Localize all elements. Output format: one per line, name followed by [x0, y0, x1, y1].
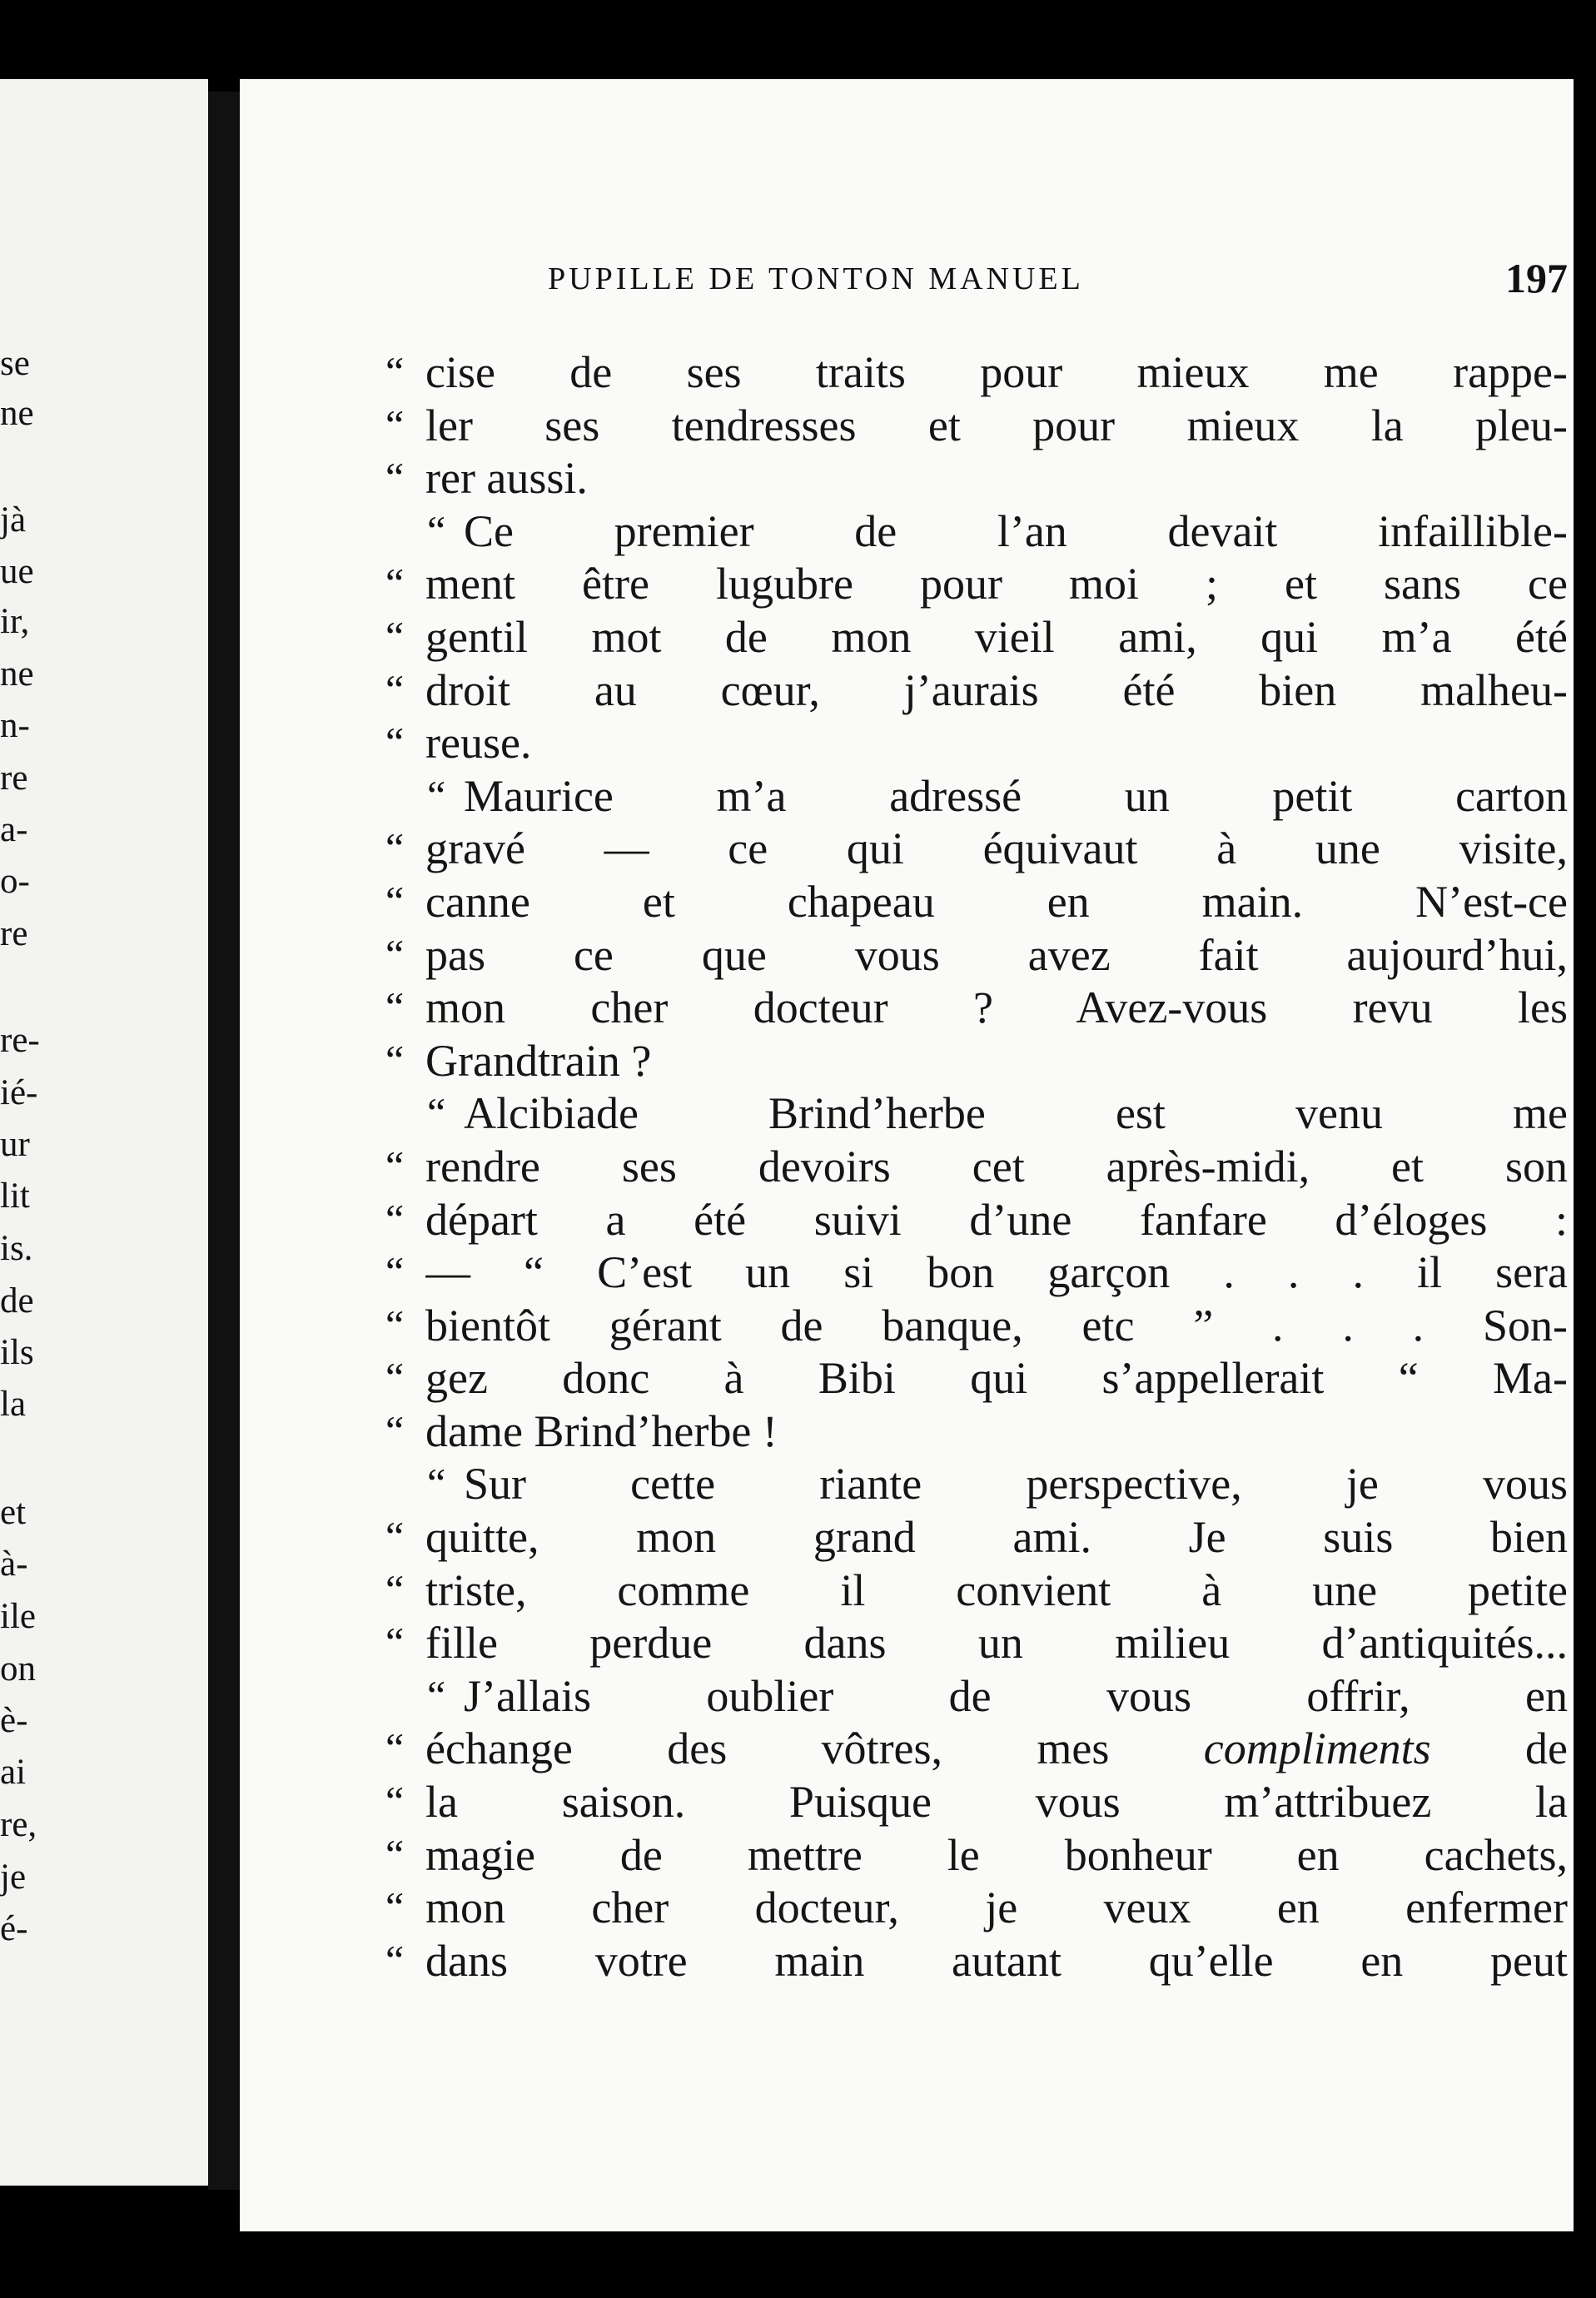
quote-mark: “	[385, 1036, 405, 1083]
left-fragment: lit	[0, 1176, 30, 1216]
left-fragment: n-	[0, 706, 30, 745]
left-fragment: ai	[0, 1753, 27, 1792]
quote-mark: “	[385, 454, 405, 501]
line-text-end: de	[1430, 1724, 1568, 1774]
line-text: quitte, mon grand ami. Je suis bien	[425, 1512, 1568, 1563]
text-line	[385, 1247, 1568, 1301]
left-fragment: re	[0, 759, 28, 798]
line-text: rer aussi.	[425, 453, 588, 504]
left-fragment: è-	[0, 1701, 28, 1740]
line-text: — “ C’est un si bon garçon . . . il sera	[425, 1247, 1568, 1298]
quote-mark: “	[385, 877, 405, 924]
quote-mark: “	[385, 1195, 405, 1242]
text-line	[385, 1301, 1568, 1354]
quote-mark: “	[385, 1778, 405, 1825]
line-text: droit au cœur, j’aurais été bien malheu-	[425, 664, 1568, 715]
quote-mark: “	[385, 1142, 405, 1189]
quote-mark: “	[385, 1724, 405, 1772]
left-fragment: je	[0, 1858, 27, 1897]
left-fragment: is.	[0, 1229, 33, 1268]
line-text: gravé — ce qui équivaut à une visite,	[425, 823, 1568, 874]
line-text: mon cher docteur, je veux en enfermer	[425, 1883, 1568, 1933]
text-line	[385, 400, 1568, 454]
book-page	[240, 79, 1574, 2231]
left-fragment: o-	[0, 862, 30, 901]
running-title: PUPILLE DE TONTON MANUEL	[548, 261, 1084, 296]
left-fragment: jà	[0, 500, 27, 540]
quote-mark: “	[385, 1354, 405, 1401]
left-fragment: ne	[0, 394, 34, 433]
line-text: triste, comme il convient à une petite	[425, 1564, 1568, 1615]
text-line	[385, 1883, 1568, 1936]
line-text: mon cher docteur ? Avez-vous revu les	[425, 982, 1568, 1033]
text-line	[385, 1142, 1568, 1195]
page-number: 197	[1505, 255, 1568, 301]
quote-mark: “	[385, 1565, 405, 1613]
line-text: gez donc à Bibi qui s’appellerait “ Ma-	[425, 1353, 1568, 1404]
text-line	[385, 559, 1568, 612]
line-text-start: échange des vôtres, mes	[425, 1724, 1204, 1774]
quote-mark: “	[427, 771, 446, 818]
body-text	[385, 347, 1568, 1988]
text-line	[385, 1036, 1568, 1089]
left-fragment: re-	[0, 1021, 40, 1060]
line-text: départ a été suivi d’une fanfare d’éloges :	[425, 1194, 1568, 1245]
italic-word: compliments	[1203, 1724, 1431, 1774]
text-line	[385, 823, 1568, 877]
text-line	[385, 1724, 1568, 1777]
text-line	[385, 982, 1568, 1036]
line-text: bientôt gérant de banque, etc ” . . . Son-	[425, 1300, 1568, 1350]
quote-mark: “	[385, 665, 405, 713]
left-fragment: é-	[0, 1909, 28, 1948]
text-line	[385, 1195, 1568, 1248]
left-fragment: ue	[0, 552, 34, 591]
line-text: ment être lugubre pour moi ; et sans ce	[425, 559, 1568, 609]
text-line	[385, 1936, 1568, 1989]
quote-mark: “	[385, 1883, 405, 1931]
line-text: reuse.	[425, 718, 532, 768]
quote-mark: “	[385, 560, 405, 607]
left-fragment: ir,	[0, 602, 30, 641]
left-fragment: la	[0, 1385, 27, 1424]
quote-mark: “	[385, 1248, 405, 1296]
quote-mark: “	[385, 1513, 405, 1560]
left-fragment: re	[0, 914, 28, 953]
line-text: fille perdue dans un milieu d’antiquités...	[425, 1618, 1568, 1669]
line-text: la saison. Puisque vous m’attribuez la	[425, 1777, 1568, 1828]
text-line	[385, 1671, 1568, 1724]
text-line	[385, 506, 1568, 560]
quote-mark: “	[427, 1460, 446, 1507]
text-line	[385, 1565, 1568, 1619]
text-line	[385, 1088, 1568, 1142]
quote-mark: “	[385, 1301, 405, 1348]
left-fragment: ié-	[0, 1073, 38, 1112]
quote-mark: “	[385, 719, 405, 766]
line-text: Alcibiade Brind’herbe est venu me	[464, 1088, 1568, 1139]
line-text: ler ses tendresses et pour mieux la pleu-	[425, 400, 1568, 450]
line-text: rendre ses devoirs cet après-midi, et son	[425, 1141, 1568, 1191]
text-line	[385, 347, 1568, 400]
line-text: Sur cette riante perspective, je vous	[464, 1459, 1568, 1510]
quote-mark: “	[385, 612, 405, 659]
text-line	[385, 1459, 1568, 1512]
line-text	[425, 1724, 1568, 1773]
left-fragment: de	[0, 1281, 34, 1321]
left-fragment: à-	[0, 1544, 28, 1584]
quote-mark: “	[385, 348, 405, 395]
quote-mark: “	[427, 1089, 446, 1137]
line-text: cise de ses traits pour mieux me rappe-	[425, 347, 1568, 397]
text-line	[385, 1618, 1568, 1671]
text-line	[385, 453, 1568, 506]
text-line	[385, 612, 1568, 665]
text-line	[385, 718, 1568, 771]
line-text: Grandtrain ?	[425, 1035, 652, 1086]
line-text: dame Brind’herbe !	[425, 1405, 778, 1456]
text-line	[385, 1512, 1568, 1565]
quote-mark: “	[385, 1406, 405, 1454]
line-text: dans votre main autant qu’elle en peut	[425, 1935, 1568, 1986]
quote-mark: “	[385, 1619, 405, 1666]
text-line	[385, 1353, 1568, 1406]
left-fragment: ne	[0, 654, 34, 694]
quote-mark: “	[385, 400, 405, 448]
text-line	[385, 1777, 1568, 1830]
line-text: Ce premier de l’an devait infaillible-	[464, 505, 1568, 556]
left-fragment: re,	[0, 1805, 37, 1844]
text-line	[385, 877, 1568, 930]
text-line	[385, 1406, 1568, 1460]
left-fragment: ile	[0, 1597, 36, 1636]
quote-mark: “	[385, 930, 405, 977]
text-line	[385, 771, 1568, 824]
line-text: Maurice m’a adressé un petit carton	[464, 770, 1568, 821]
left-fragment: se	[0, 344, 30, 383]
left-fragment: ils	[0, 1333, 34, 1372]
line-text: gentil mot de mon vieil ami, qui m’a été	[425, 611, 1568, 662]
text-line	[385, 1830, 1568, 1883]
line-text: pas ce que vous avez fait aujourd’hui,	[425, 929, 1568, 980]
line-text: J’allais oublier de vous offrir, en	[464, 1670, 1568, 1721]
left-fragment: ur	[0, 1125, 30, 1164]
quote-mark: “	[427, 506, 446, 554]
quote-mark: “	[427, 1671, 446, 1719]
text-line	[385, 665, 1568, 719]
text-line	[385, 930, 1568, 983]
book-gutter	[208, 92, 240, 2190]
line-text: magie de mettre le bonheur en cachets,	[425, 1829, 1568, 1880]
quote-mark: “	[385, 1830, 405, 1878]
running-head	[548, 255, 1568, 316]
left-fragment: et	[0, 1493, 27, 1532]
left-fragment: on	[0, 1649, 36, 1689]
quote-mark: “	[385, 1936, 405, 1983]
left-fragment: a-	[0, 810, 28, 849]
quote-mark: “	[385, 824, 405, 872]
left-page-edge	[0, 79, 208, 2186]
line-text: canne et chapeau en main. N’est-ce	[425, 876, 1568, 927]
quote-mark: “	[385, 983, 405, 1031]
